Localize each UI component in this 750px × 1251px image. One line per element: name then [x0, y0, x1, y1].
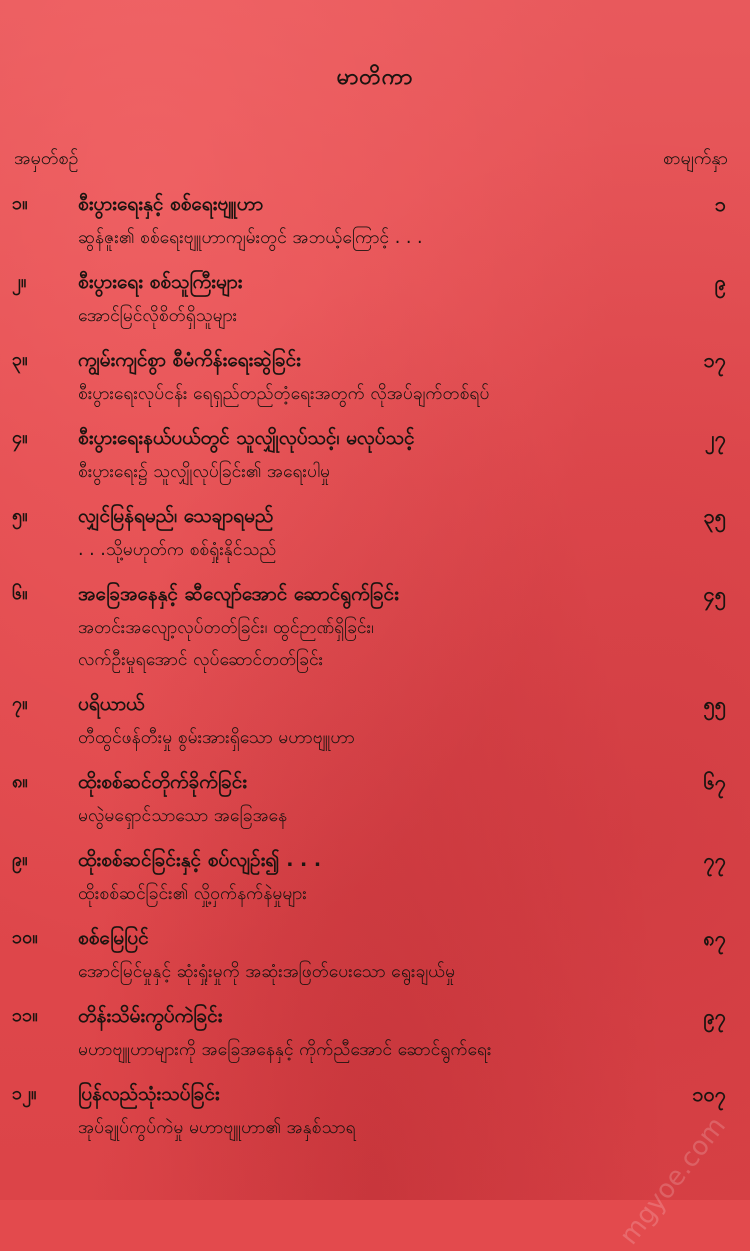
toc-entry-head	[0, 998, 750, 1034]
toc-entry-head	[0, 764, 750, 800]
page-number: ၁၇	[703, 348, 726, 372]
watermark: mgyoe.com	[614, 1111, 732, 1251]
column-header-page: စာမျက်နှာ	[663, 148, 728, 169]
chapter-number: ၆။	[12, 583, 28, 604]
chapter-number: ၁၀။	[12, 927, 38, 948]
chapter-title: ပြန်လည်သုံးသပ်ခြင်း	[78, 1083, 220, 1105]
chapter-subtitle: တီထွင်ဖန်တီးမှု စွမ်းအားရှိသော မဟာဗျူဟာ	[78, 728, 355, 748]
toc-entry-head	[0, 686, 750, 722]
chapter-number: ၇။	[12, 693, 28, 714]
chapter-subtitle: အတင်းအလျော့လုပ်တတ်ခြင်း၊ ထွင်ဉာဏ်ရှိခြင်း၊	[78, 618, 374, 638]
chapter-number: ၃။	[12, 349, 28, 370]
toc-entry-head	[0, 920, 750, 956]
toc-entry-head	[0, 420, 750, 456]
page-number: ၉	[714, 270, 726, 294]
chapter-number: ၁။	[12, 193, 28, 214]
chapter-number: ၄။	[12, 427, 28, 448]
chapter-title: စစ်မြေပြင်	[78, 927, 149, 949]
chapter-title: ပရိယာယ်	[78, 693, 145, 715]
chapter-subtitle: စီးပွားရေးလုပ်ငန်း ရေရှည်တည်တံ့ရေးအတွက် လိုအပ်ချက်တစ်ရပ်	[78, 384, 490, 404]
toc-entry-head	[0, 342, 750, 378]
toc-entry	[0, 264, 750, 332]
chapter-title: လျှင်မြန်ရမည်၊ သေချာရမည်	[78, 505, 274, 527]
toc-entry	[0, 842, 750, 910]
toc-entry	[0, 998, 750, 1066]
chapter-title: စီးပွားရေးနယ်ပယ်တွင် သူလျှိုလုပ်သင့်၊ မလုပ်သင့်	[78, 427, 415, 449]
toc-entry-head	[0, 498, 750, 534]
page-number: ၇၇	[703, 848, 726, 872]
page-number: ၂၇	[704, 426, 726, 450]
page-number: ၈၇	[703, 926, 726, 950]
chapter-subtitle: အောင်မြင်မှုနှင့် ဆုံးရှုံးမှုကို အဆုံးအဖြတ်ပေးသော ရွေးချယ်မှု	[78, 962, 456, 982]
chapter-subtitle: အုပ်ချုပ်ကွပ်ကဲမှု မဟာဗျူဟာ၏ အနှစ်သာရ	[78, 1118, 356, 1138]
chapter-title: အခြေအနေနှင့် ဆီလျော်အောင် ဆောင်ရွက်ခြင်း	[78, 583, 399, 605]
toc-entry-head	[0, 576, 750, 612]
toc-entry	[0, 420, 750, 488]
chapter-number: ၉။	[12, 849, 28, 870]
page-number: ၄၅	[703, 582, 726, 606]
chapter-subtitle: ထိုးစစ်ဆင်ခြင်း၏ လှို့ဝှက်နက်နဲမှုများ	[78, 884, 307, 904]
toc-entry	[0, 186, 750, 254]
page-number: ၅၅	[703, 692, 726, 716]
chapter-subtitle: မဟာဗျူဟာများကို အခြေအနေနှင့် ကိုက်ညီအောင် ဆောင်ရွက်ရေး	[78, 1040, 492, 1060]
chapter-title: ကျွမ်းကျင်စွာ စီမံကိန်းရေးဆွဲခြင်း	[78, 349, 301, 371]
page-number: ၃၅	[703, 504, 726, 528]
page-number: ၆၇	[703, 770, 726, 794]
toc-entry	[0, 920, 750, 988]
toc-entry-head	[0, 1076, 750, 1112]
toc-list	[0, 186, 750, 1154]
chapter-subtitle: မလွဲမရှောင်သာသော အခြေအနေ	[78, 806, 288, 826]
page-number: ၉၇	[703, 1004, 726, 1028]
chapter-number: ၁၂။	[12, 1083, 37, 1104]
chapter-number: ၁၁။	[12, 1005, 38, 1026]
chapter-number: ၈။	[12, 771, 28, 792]
page-number: ၁၀၇	[692, 1082, 726, 1106]
chapter-subtitle: . . .သို့မဟုတ်က စစ်ရှုံးနိုင်သည်	[78, 540, 277, 560]
column-header-number: အမှတ်စဉ်	[14, 148, 79, 169]
chapter-title: ထိုးစစ်ဆင်တိုက်ခိုက်ခြင်း	[78, 771, 248, 793]
toc-entry	[0, 576, 750, 676]
toc-entry	[0, 1076, 750, 1144]
chapter-subtitle: အောင်မြင်လိုစိတ်ရှိသူများ	[78, 306, 238, 326]
chapter-subtitle: စီးပွားရေး၌ သူလျှိုလုပ်ခြင်း၏ အရေးပါမှု	[78, 462, 330, 482]
toc-entry	[0, 764, 750, 832]
chapter-title: စီးပွားရေးနှင့် စစ်ရေးဗျူဟာ	[78, 193, 264, 215]
chapter-number: ၅။	[12, 505, 28, 526]
toc-entry	[0, 342, 750, 410]
chapter-title: စီးပွားရေး စစ်သူကြီးများ	[78, 271, 243, 293]
chapter-subtitle: လက်ဦးမှုရအောင် လုပ်ဆောင်တတ်ခြင်း	[78, 650, 324, 670]
chapter-subtitle: ဆွန်ဇူး၏ စစ်ရေးဗျူဟာကျမ်းတွင် အဘယ့်ကြောင့် . . .	[78, 228, 423, 248]
chapter-number: ၂။	[12, 271, 27, 292]
page-number: ၁	[714, 192, 726, 216]
toc-entry-head	[0, 264, 750, 300]
toc-entry-head	[0, 842, 750, 878]
toc-entry	[0, 498, 750, 566]
page-title: မာတိကာ	[336, 65, 414, 90]
toc-entry	[0, 686, 750, 754]
toc-entry-head	[0, 186, 750, 222]
chapter-title: ထိုးစစ်ဆင်ခြင်းနှင့် စပ်လျဉ်း၍ . . .	[78, 849, 322, 871]
chapter-title: တိန်းသိမ်းကွပ်ကဲခြင်း	[78, 1005, 223, 1027]
